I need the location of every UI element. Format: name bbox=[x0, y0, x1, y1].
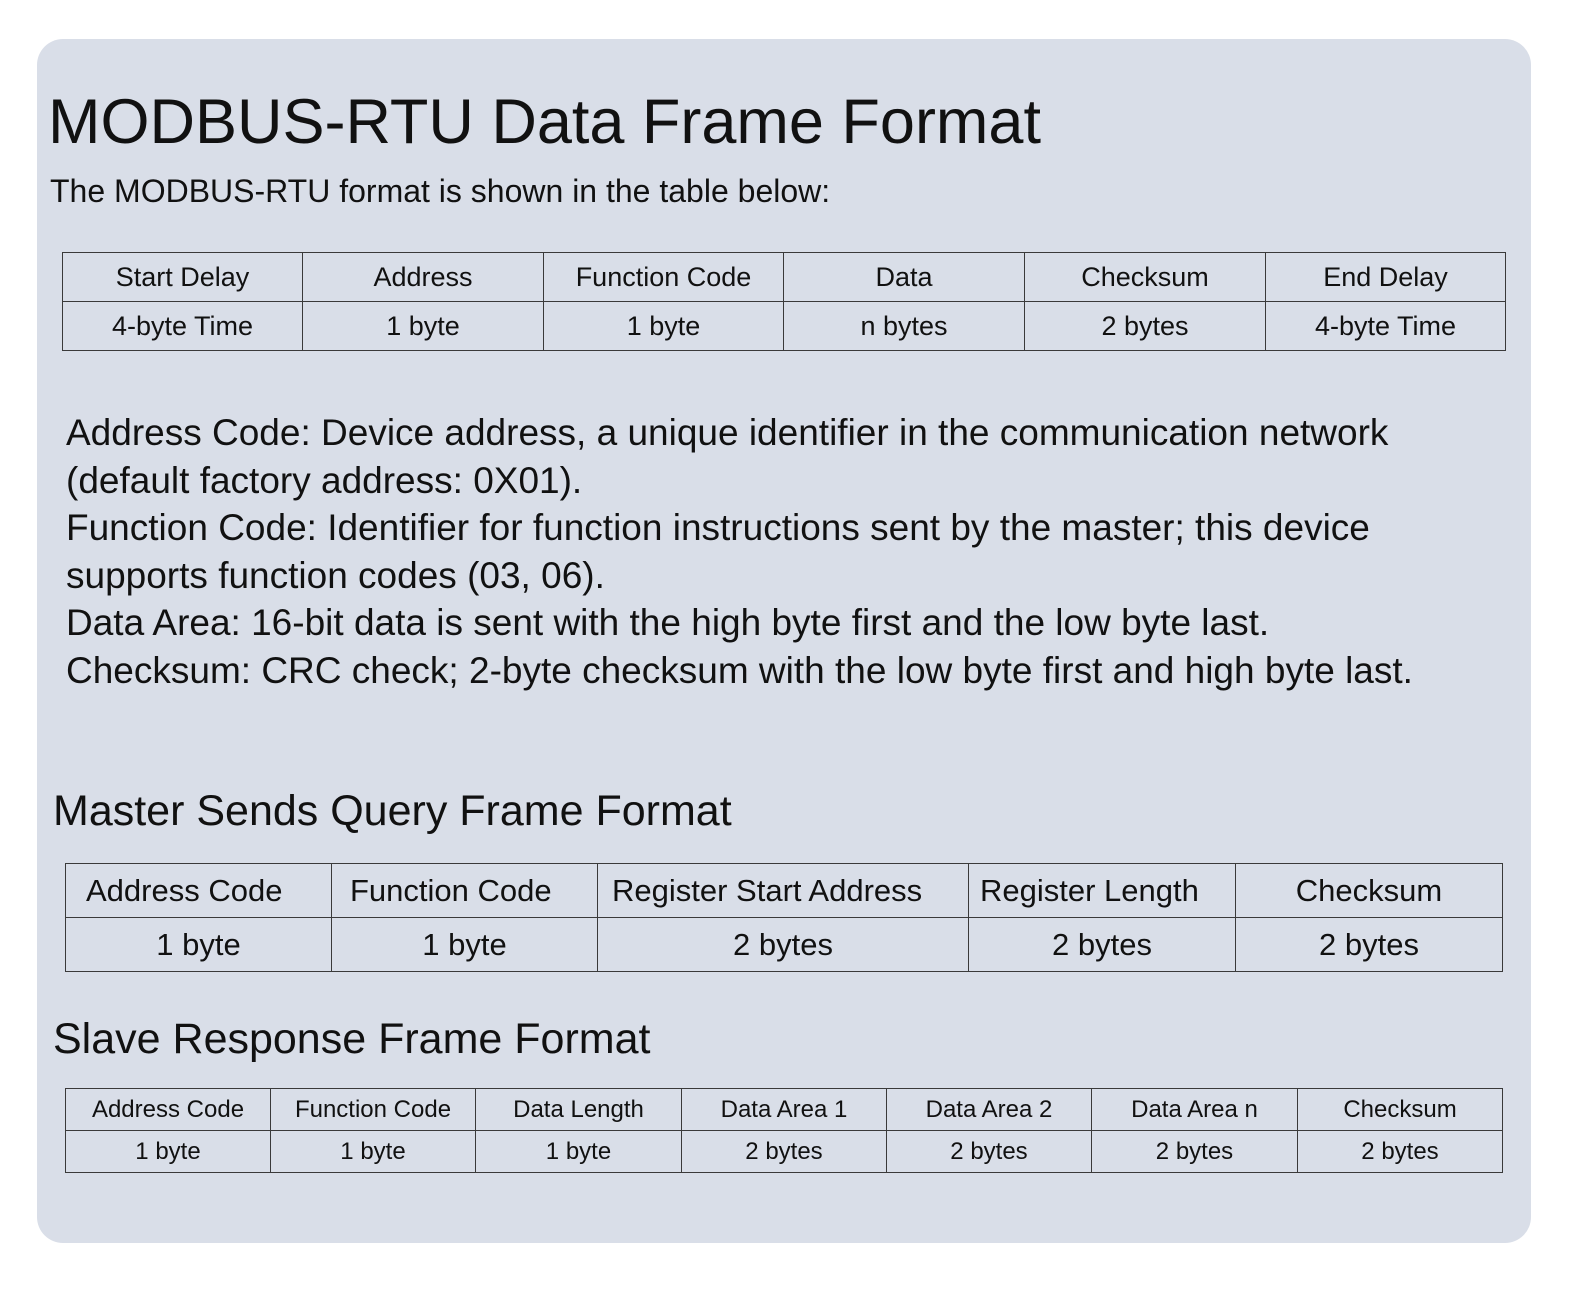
header-cell: Address Code bbox=[66, 864, 332, 918]
header-cell: Checksum bbox=[1236, 864, 1503, 918]
intro-text: The MODBUS-RTU format is shown in the table below: bbox=[50, 173, 831, 209]
value-cell: 1 byte bbox=[544, 302, 784, 351]
header-cell: Checksum bbox=[1298, 1089, 1503, 1131]
response-section-title: Slave Response Frame Format bbox=[53, 1015, 651, 1063]
value-cell: 1 byte bbox=[332, 918, 598, 972]
value-cell: 2 bytes bbox=[1236, 918, 1503, 972]
header-cell: Register Length bbox=[969, 864, 1236, 918]
query-frame-table bbox=[65, 863, 1503, 972]
value-cell: 1 byte bbox=[66, 918, 332, 972]
header-cell: Start Delay bbox=[63, 253, 303, 302]
table-value-row bbox=[66, 918, 1503, 972]
header-cell: Register Start Address bbox=[598, 864, 969, 918]
description-line: Function Code: Identifier for function instructions sent by the master; this device bbox=[66, 507, 1370, 548]
value-cell: 4-byte Time bbox=[63, 302, 303, 351]
header-cell: Data Area n bbox=[1092, 1089, 1298, 1131]
field-descriptions bbox=[66, 409, 1526, 694]
value-cell: 1 byte bbox=[271, 1131, 476, 1173]
table-header-row bbox=[66, 864, 1503, 918]
value-cell: 2 bytes bbox=[682, 1131, 887, 1173]
header-cell: Checksum bbox=[1025, 253, 1266, 302]
description-line: (default factory address: 0X01). bbox=[66, 459, 583, 501]
value-cell: 2 bytes bbox=[1092, 1131, 1298, 1173]
header-cell: Function Code bbox=[332, 864, 598, 918]
value-cell: 1 byte bbox=[476, 1131, 682, 1173]
value-cell: n bytes bbox=[784, 302, 1025, 351]
value-cell: 1 byte bbox=[66, 1131, 271, 1173]
header-cell: Function Code bbox=[544, 253, 784, 302]
query-section-title: Master Sends Query Frame Format bbox=[53, 787, 732, 835]
description-line: Data Area: 16-bit data is sent with the high byte first and the low byte last. bbox=[66, 602, 1270, 643]
value-cell: 4-byte Time bbox=[1266, 302, 1506, 351]
description-line: supports function codes (03, 06). bbox=[66, 554, 605, 596]
header-cell: Data bbox=[784, 253, 1025, 302]
table-header-row bbox=[63, 253, 1506, 302]
header-cell: Data Area 2 bbox=[887, 1089, 1092, 1131]
header-cell: Address bbox=[303, 253, 544, 302]
rtu-frame-table bbox=[62, 252, 1506, 351]
header-cell: Function Code bbox=[271, 1089, 476, 1131]
header-cell: End Delay bbox=[1266, 253, 1506, 302]
header-cell: Data Length bbox=[476, 1089, 682, 1131]
page-title: MODBUS-RTU Data Frame Format bbox=[48, 87, 1041, 157]
value-cell: 2 bytes bbox=[969, 918, 1236, 972]
header-cell: Data Area 1 bbox=[682, 1089, 887, 1131]
table-value-row bbox=[63, 302, 1506, 351]
value-cell: 1 byte bbox=[303, 302, 544, 351]
header-cell: Address Code bbox=[66, 1089, 271, 1131]
table-value-row bbox=[66, 1131, 1503, 1173]
description-line: Address Code: Device address, a unique identifier in the communication network bbox=[66, 412, 1389, 453]
value-cell: 2 bytes bbox=[1298, 1131, 1503, 1173]
response-frame-table bbox=[65, 1088, 1503, 1173]
description-line: Checksum: CRC check; 2-byte checksum with the low byte first and high byte last. bbox=[66, 649, 1413, 691]
value-cell: 2 bytes bbox=[1025, 302, 1266, 351]
table-header-row bbox=[66, 1089, 1503, 1131]
value-cell: 2 bytes bbox=[887, 1131, 1092, 1173]
value-cell: 2 bytes bbox=[598, 918, 969, 972]
